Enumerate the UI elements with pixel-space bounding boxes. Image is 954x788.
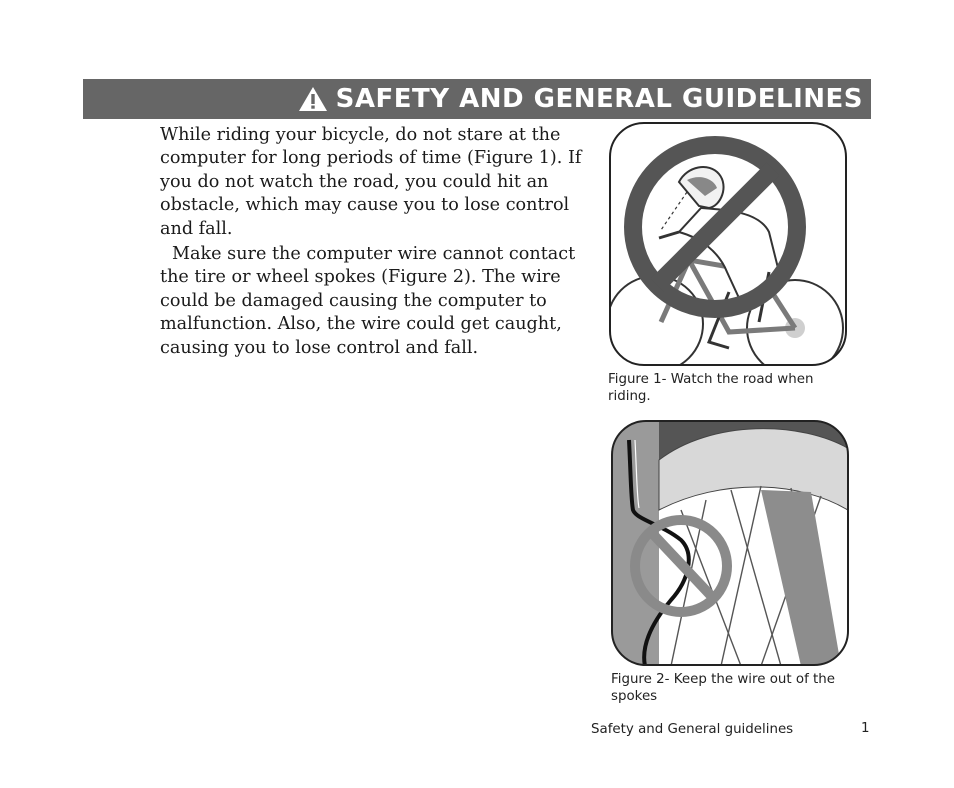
footer-section-title: Safety and General guidelines (591, 722, 794, 737)
section-title: SAFETY AND GENERAL GUIDELINES (335, 84, 863, 114)
section-header-bar (83, 79, 871, 119)
paragraph-1: While riding your bicycle, do not stare at the computer for long periods of time (Figure 1). If you do not watch the road, you could hit an obstacle, which may cause you to lose control and fall. (160, 125, 582, 239)
figure-1-rider-illustration (609, 122, 847, 366)
page-number: 1 (861, 721, 870, 736)
warning-triangle-icon (298, 85, 328, 113)
figure-1-caption: Figure 1- Watch the road when riding. (608, 372, 814, 404)
figure-2-caption: Figure 2- Keep the wire out of the spokes (611, 672, 836, 704)
section-header (298, 81, 863, 117)
figure-2-spokes-illustration (611, 420, 849, 666)
paragraph-2: Make sure the computer wire cannot contact the tire or wheel spokes (Figure 2). The wire could be damaged causing the computer to malfunction. Also, the wire could get caught, causing you to lose control and fall. (160, 244, 576, 358)
body-text (160, 124, 600, 360)
